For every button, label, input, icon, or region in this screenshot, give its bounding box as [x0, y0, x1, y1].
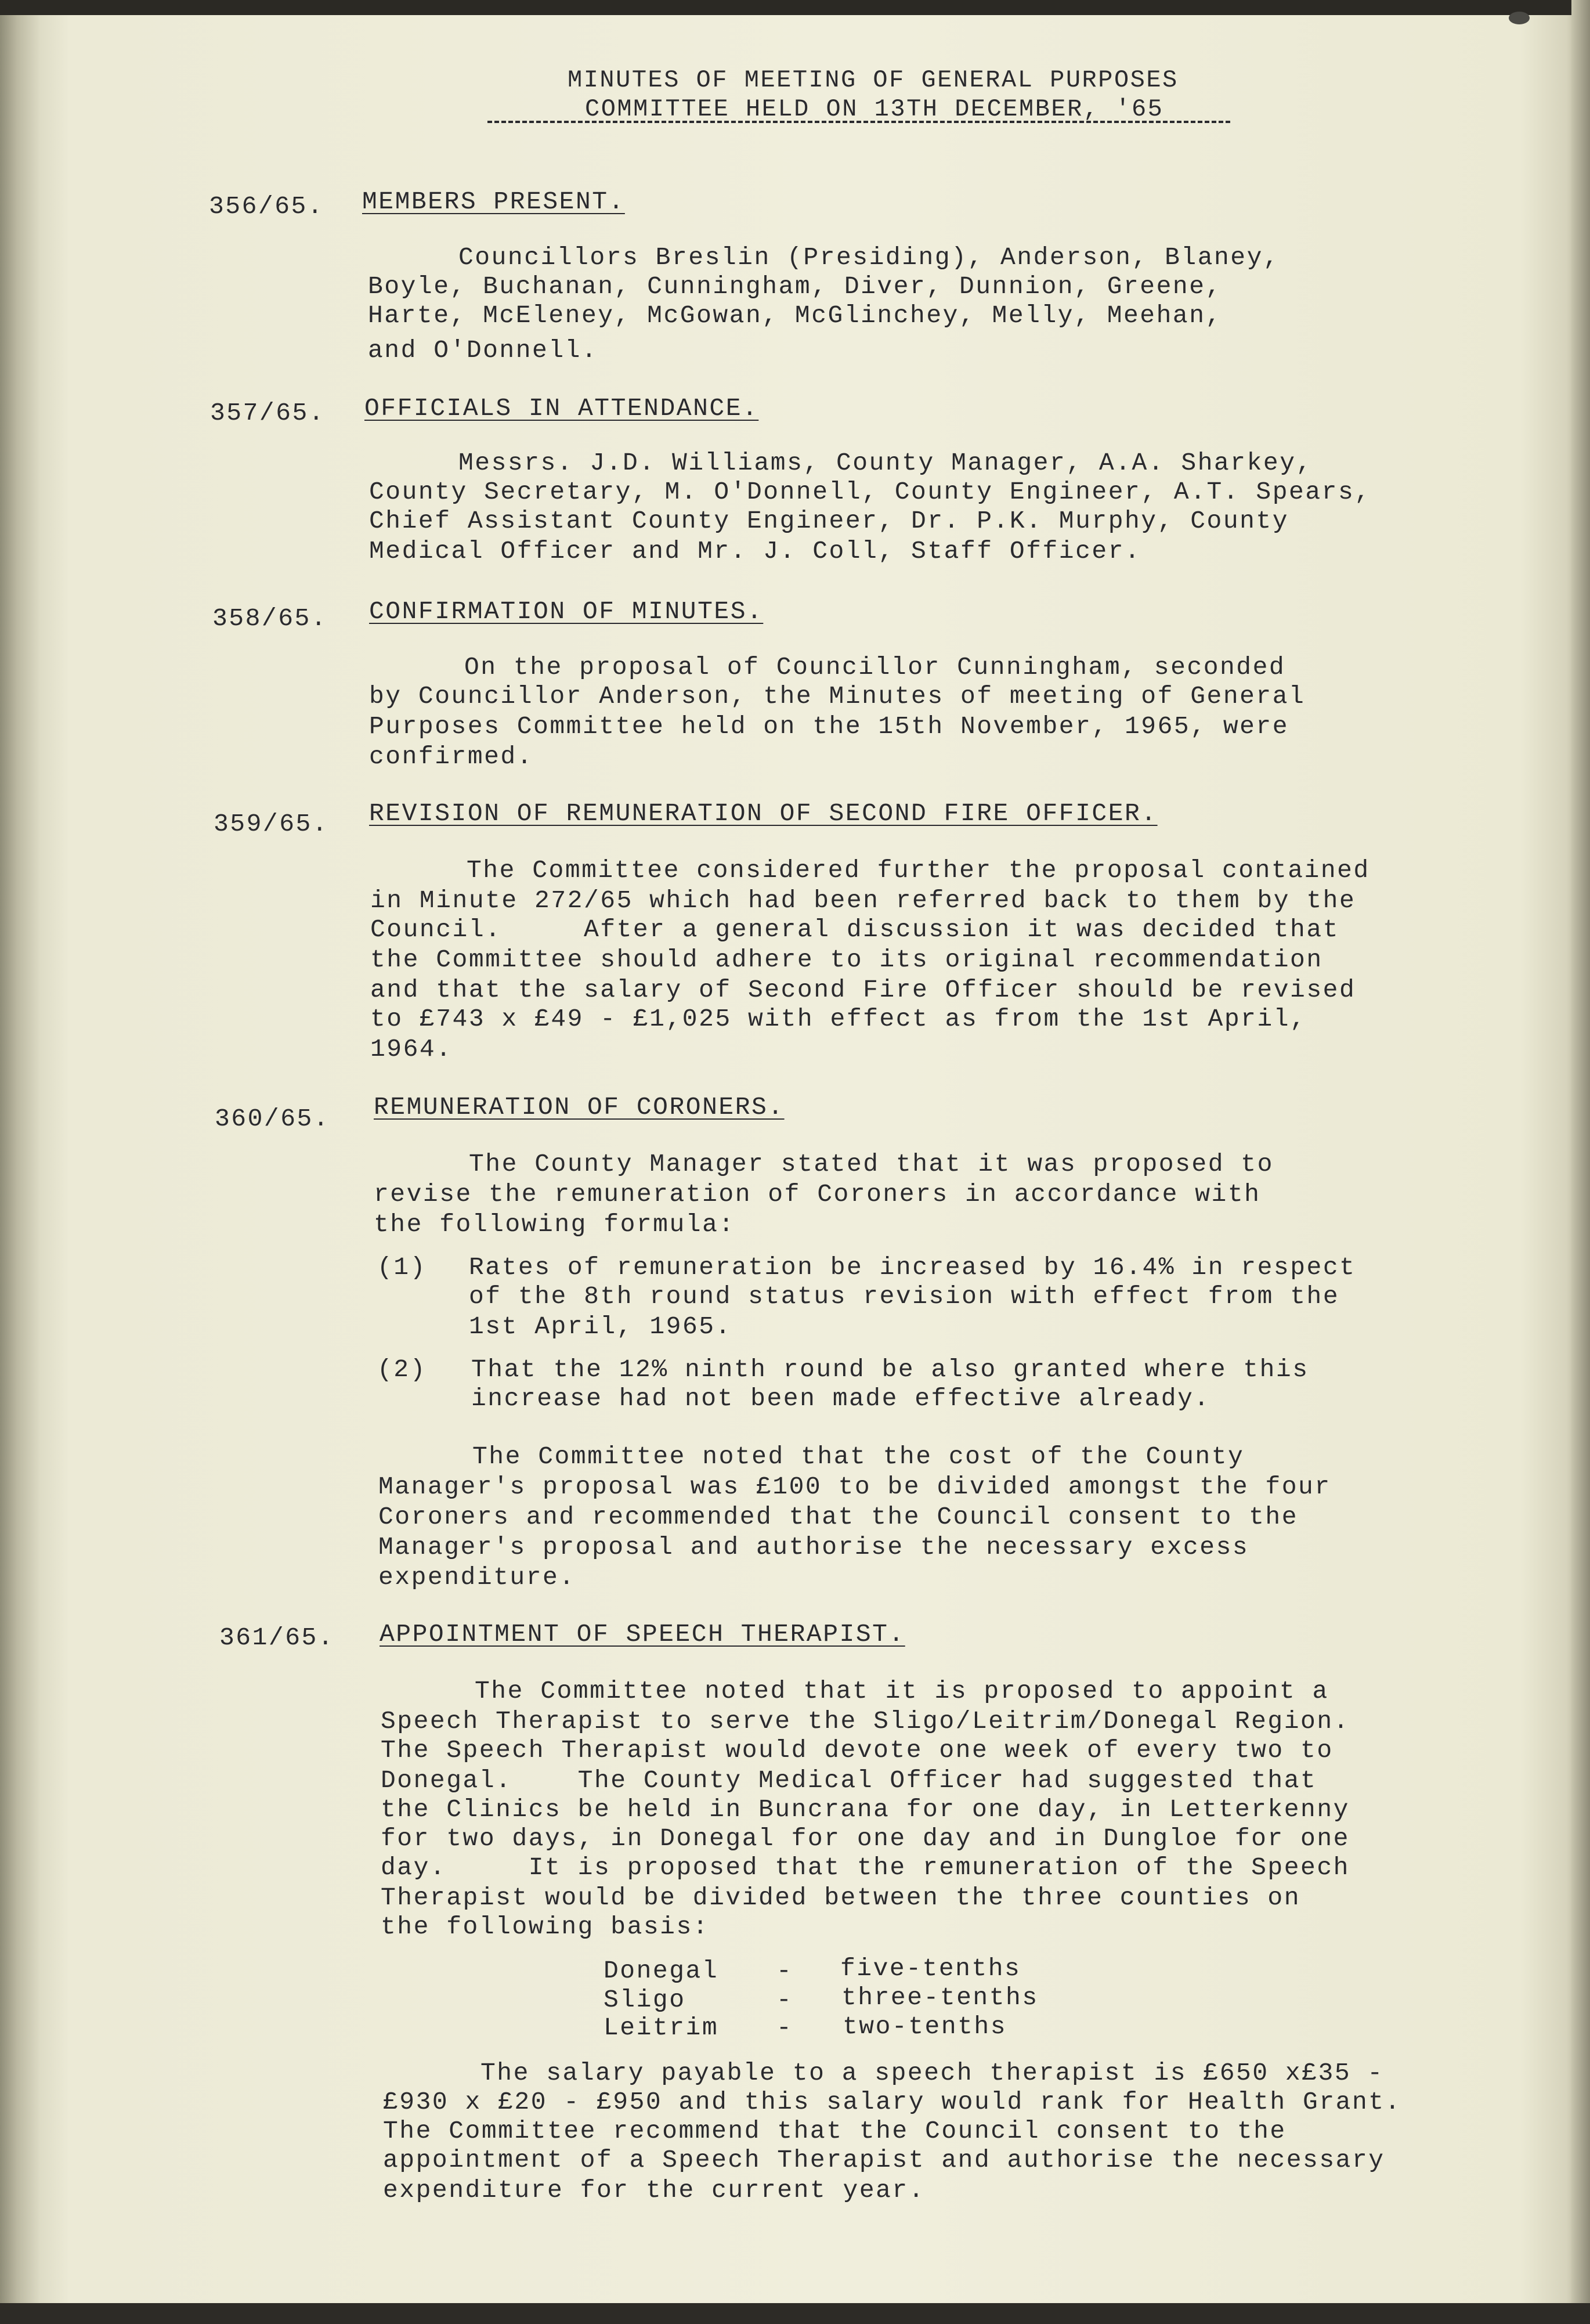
title-line-2: COMMITTEE HELD ON 13TH DECEMBER, '65 [585, 95, 1164, 123]
body-line: and that the salary of Second Fire Officer should be revised [370, 976, 1356, 1004]
body-line: Chief Assistant County Engineer, Dr. P.K. Murphy, County [369, 507, 1289, 535]
body-line: Speech Therapist to serve the Sligo/Leitrim/Donegal Region. [381, 1707, 1350, 1735]
body-line: Coroners and recommended that the Council consent to the [378, 1503, 1299, 1531]
county-share: two-tenths [843, 2012, 1007, 2041]
body-line: confirmed. [369, 742, 534, 771]
section-heading: REVISION OF REMUNERATION OF SECOND FIRE OFFICER. [369, 799, 1158, 828]
county-name: Sligo [604, 1986, 686, 2014]
body-line: Medical Officer and Mr. J. Coll, Staff Officer. [369, 537, 1141, 565]
body-line: appointment of a Speech Therapist and authorise the necessary [383, 2146, 1385, 2174]
body-line: by Councillor Anderson, the Minutes of meeting of General [369, 682, 1306, 710]
table-dash: - [776, 1957, 793, 1985]
body-line: in Minute 272/65 which had been referred back to them by the [370, 886, 1356, 915]
body-line: and O'Donnell. [368, 336, 598, 365]
body-line: Harte, McEleney, McGowan, McGlinchey, Melly, Meehan, [368, 301, 1222, 330]
section-heading: APPOINTMENT OF SPEECH THERAPIST. [380, 1620, 905, 1648]
list-item-line: Rates of remuneration be increased by 16.4% in respect [469, 1253, 1356, 1282]
list-marker: (1) [377, 1253, 427, 1282]
body-line: The Speech Therapist would devote one week of every two to [381, 1736, 1334, 1764]
body-line: County Secretary, M. O'Donnell, County Engineer, A.T. Spears, [369, 478, 1371, 506]
minute-number: 360/65. [215, 1105, 330, 1133]
section-heading: MEMBERS PRESENT. [362, 187, 625, 216]
list-item-line: That the 12% ninth round be also granted where this [471, 1355, 1309, 1384]
body-line: Boyle, Buchanan, Cunningham, Diver, Dunnion, Greene, [368, 272, 1222, 301]
body-line: Therapist would be divided between the three counties on [381, 1883, 1301, 1912]
list-item-line: of the 8th round status revision with effect from the [469, 1282, 1340, 1311]
body-line: Donegal. The County Medical Officer had suggested that [381, 1766, 1317, 1795]
scan-top-border [0, 0, 1590, 15]
list-item-line: 1st April, 1965. [469, 1312, 732, 1341]
body-line: day. It is proposed that the remuneration of the Speech [381, 1853, 1350, 1882]
body-line: the Clinics be held in Buncrana for one day, in Letterkenny [381, 1795, 1350, 1824]
body-line: On the proposal of Councillor Cunningham, seconded [464, 653, 1286, 681]
body-line: The Committee noted that the cost of the County [472, 1442, 1245, 1471]
scan-right-edge [1571, 0, 1590, 2324]
list-marker: (2) [377, 1355, 427, 1384]
table-dash: - [776, 2013, 793, 2042]
section-heading: CONFIRMATION OF MINUTES. [369, 597, 764, 626]
minute-number: 358/65. [212, 604, 328, 633]
body-line: Manager's proposal was £100 to be divided amongst the four [378, 1473, 1331, 1501]
body-line: The County Manager stated that it was proposed to [469, 1150, 1274, 1178]
body-line: Manager's proposal and authorise the necessary excess [378, 1533, 1249, 1561]
title-dashed-rule [487, 121, 1230, 123]
county-share: three-tenths [841, 1983, 1039, 2012]
body-line: Purposes Committee held on the 15th November, 1965, were [369, 712, 1289, 741]
body-line: The Committee recommend that the Council consent to the [383, 2117, 1287, 2145]
scan-blemish-top-right [1509, 12, 1530, 24]
minute-number: 359/65. [214, 810, 329, 838]
body-line: The salary payable to a speech therapist is £650 x£35 - [480, 2059, 1384, 2087]
section-heading: REMUNERATION OF CORONERS. [374, 1093, 785, 1121]
table-dash: - [776, 1986, 793, 2014]
body-line: to £743 x £49 - £1,025 with effect as from the 1st April, [370, 1005, 1307, 1033]
body-line: The Committee considered further the proposal contained [467, 856, 1370, 885]
body-line: expenditure. [378, 1563, 576, 1592]
body-line: for two days, in Donegal for one day and in Dungloe for one [381, 1824, 1350, 1853]
body-line: the following basis: [381, 1912, 710, 1941]
section-heading: OFFICIALS IN ATTENDANCE. [364, 394, 759, 423]
list-item-line: increase had not been made effective already. [471, 1384, 1210, 1413]
county-name: Donegal [604, 1957, 719, 1985]
county-name: Leitrim [604, 2013, 719, 2042]
body-line: the Committee should adhere to its original recommendation [370, 946, 1323, 974]
body-line: Councillors Breslin (Presiding), Anderson, Blaney, [458, 243, 1280, 272]
body-line: The Committee noted that it is proposed to appoint a [475, 1677, 1329, 1705]
minute-number: 361/65. [219, 1623, 335, 1652]
body-line: £930 x £20 - £950 and this salary would rank for Health Grant. [383, 2088, 1401, 2116]
scan-bottom-border [0, 2303, 1590, 2324]
minute-number: 357/65. [210, 399, 326, 427]
body-line: revise the remuneration of Coroners in accordance with [374, 1180, 1261, 1208]
body-line: Messrs. J.D. Williams, County Manager, A.A. Sharkey, [458, 449, 1313, 477]
body-line: 1964. [370, 1035, 453, 1063]
minute-number: 356/65. [209, 192, 324, 221]
title-line-1: MINUTES OF MEETING OF GENERAL PURPOSES [568, 66, 1179, 94]
body-line: expenditure for the current year. [383, 2176, 926, 2204]
body-line: Council. After a general discussion it was decided that [370, 915, 1339, 944]
body-line: the following formula: [374, 1210, 735, 1239]
county-share: five-tenths [840, 1954, 1021, 1983]
